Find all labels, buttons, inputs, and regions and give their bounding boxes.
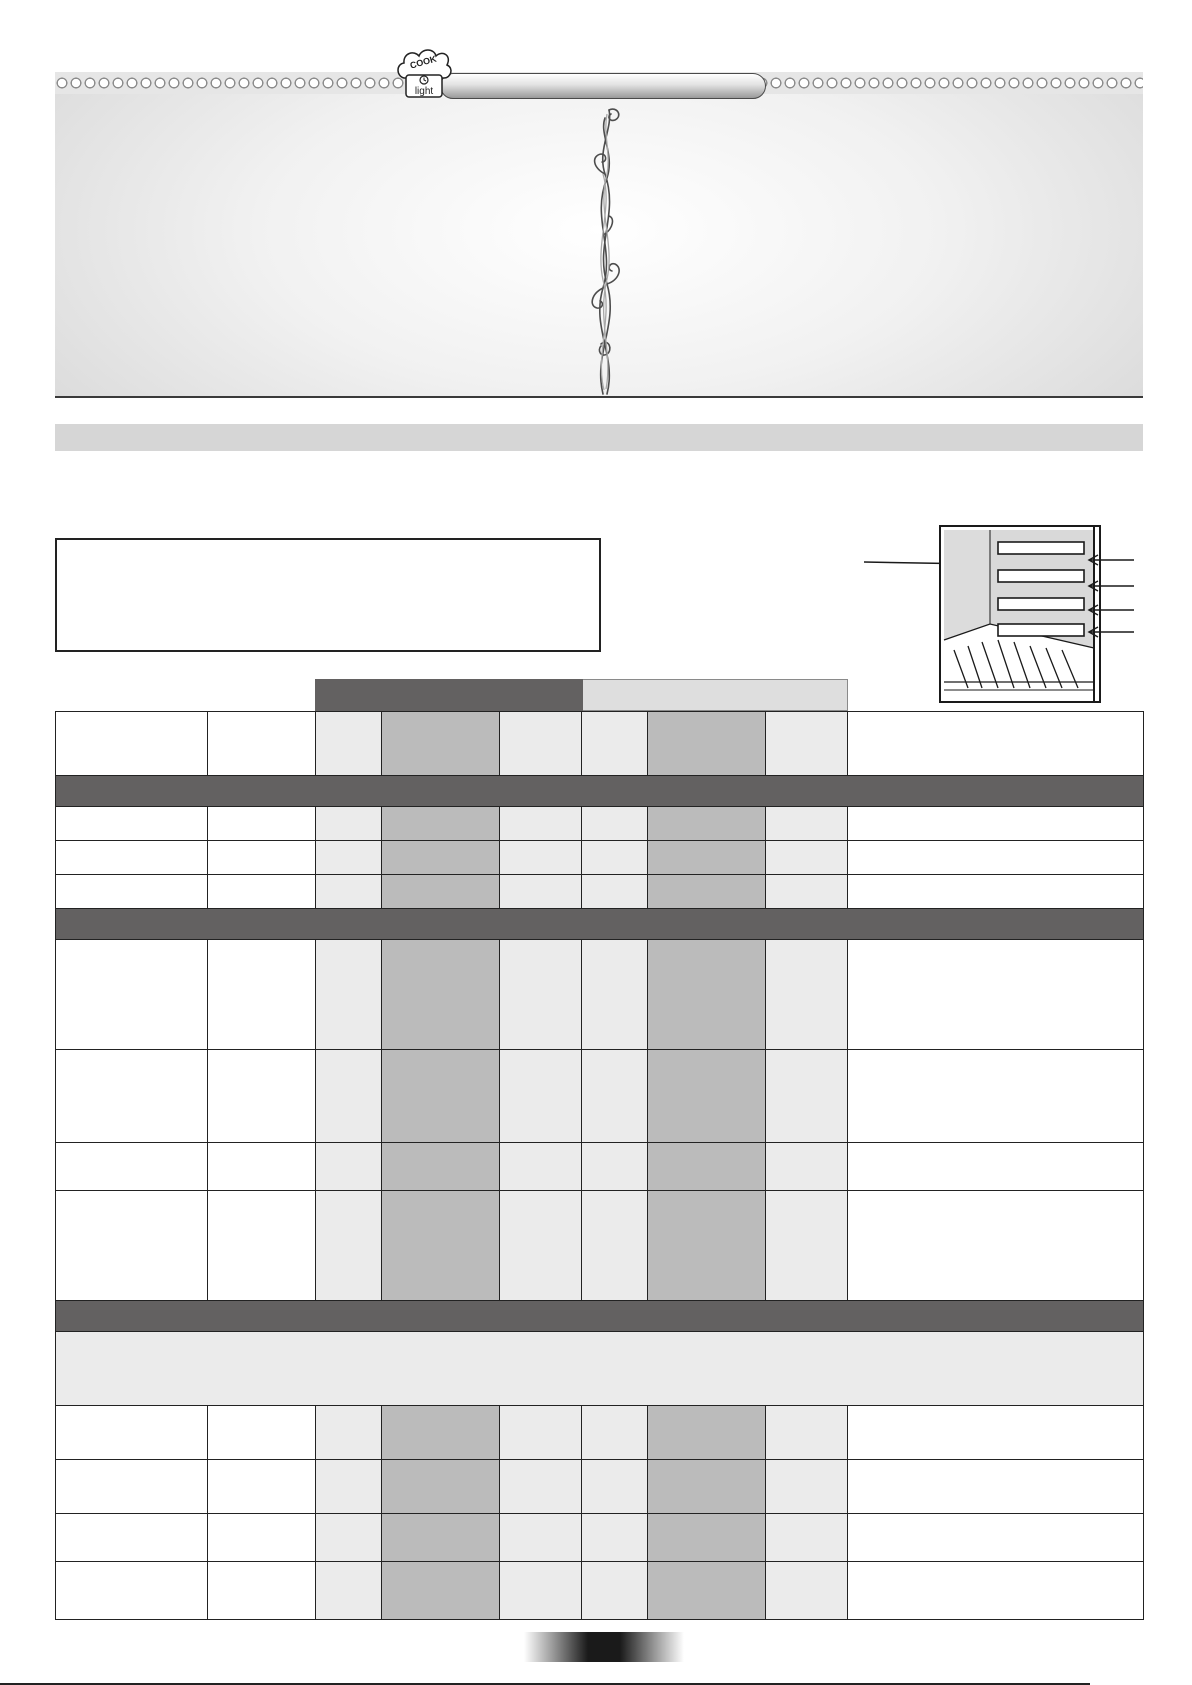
section-title	[56, 909, 1144, 940]
table-row	[56, 1514, 1144, 1562]
table-cell	[382, 1191, 500, 1301]
table-cell	[848, 841, 1144, 875]
table-cell	[208, 1514, 316, 1562]
table-cell	[382, 875, 500, 909]
table-cell	[208, 1562, 316, 1620]
table-cell	[500, 1191, 582, 1301]
table-cell	[316, 1460, 382, 1514]
table-cell	[382, 807, 500, 841]
column-header	[56, 712, 208, 776]
table-cell	[56, 940, 208, 1050]
table-cell	[56, 1143, 208, 1191]
table-cell	[648, 1460, 766, 1514]
table-cell	[848, 1406, 1144, 1460]
table-cell	[648, 1050, 766, 1143]
table-cell	[648, 1514, 766, 1562]
table-cell	[648, 807, 766, 841]
table-cell	[766, 1050, 848, 1143]
table-cell	[500, 1050, 582, 1143]
table-cell	[382, 841, 500, 875]
table-cell	[582, 1514, 648, 1562]
cook-light-chef-hat-icon	[394, 44, 454, 100]
table-cell	[766, 875, 848, 909]
table-cell	[766, 1191, 848, 1301]
table-cell	[500, 841, 582, 875]
table-cell	[208, 1460, 316, 1514]
table-cell	[766, 940, 848, 1050]
table-cell	[382, 1460, 500, 1514]
table-row	[56, 1460, 1144, 1514]
table-cell	[766, 1143, 848, 1191]
section-title	[56, 1301, 1144, 1332]
table-cell	[208, 1143, 316, 1191]
table-cell	[848, 1143, 1144, 1191]
table-row	[56, 1406, 1144, 1460]
oven-rack-levels-diagram	[858, 520, 1138, 706]
table-cell	[766, 1562, 848, 1620]
table-cell	[848, 1562, 1144, 1620]
table-cell	[848, 940, 1144, 1050]
table-cell	[766, 807, 848, 841]
table-cell	[648, 1562, 766, 1620]
table-cell	[766, 1460, 848, 1514]
table-row	[56, 940, 1144, 1050]
table-cell	[382, 1143, 500, 1191]
column-group-header-2	[583, 679, 848, 711]
table-cell	[848, 1514, 1144, 1562]
table-cell	[382, 1050, 500, 1143]
column-header	[848, 712, 1144, 776]
table-cell	[766, 1514, 848, 1562]
table-cell	[582, 1050, 648, 1143]
logo-text-light: light	[414, 86, 434, 97]
cooking-table	[55, 711, 1143, 1625]
table-cell	[648, 875, 766, 909]
table-row	[56, 1050, 1144, 1143]
table-cell	[382, 1562, 500, 1620]
table-cell	[316, 1143, 382, 1191]
table-cell	[500, 1514, 582, 1562]
table-cell	[648, 1143, 766, 1191]
table-cell	[582, 940, 648, 1050]
table-section-header	[56, 909, 1144, 940]
table-cell	[316, 1406, 382, 1460]
table-cell	[582, 875, 648, 909]
column-group-header-1	[315, 679, 583, 711]
table-cell	[56, 1406, 208, 1460]
table-cell	[208, 940, 316, 1050]
table-cell	[500, 1143, 582, 1191]
table-cell	[848, 1191, 1144, 1301]
table-cell	[208, 1050, 316, 1143]
table-cell	[766, 1406, 848, 1460]
table-cell	[56, 1514, 208, 1562]
table-cell	[316, 841, 382, 875]
table-cell	[382, 1406, 500, 1460]
table-cell	[56, 807, 208, 841]
table-cell	[208, 807, 316, 841]
section-note-row	[56, 1332, 1144, 1406]
note-box	[55, 538, 601, 652]
table-cell	[648, 841, 766, 875]
table-cell	[582, 1460, 648, 1514]
column-header	[382, 712, 500, 776]
table-cell	[582, 807, 648, 841]
logo-text-cook: COOK	[408, 53, 438, 71]
column-header	[500, 712, 582, 776]
table-cell	[316, 1191, 382, 1301]
table-row	[56, 841, 1144, 875]
page-number-tab	[524, 1632, 684, 1662]
table-row	[56, 1191, 1144, 1301]
table-section-header	[56, 776, 1144, 807]
table-cell	[56, 875, 208, 909]
table-cell	[316, 1514, 382, 1562]
table-row	[56, 807, 1144, 841]
page-title-pill	[440, 73, 766, 99]
section-note	[56, 1332, 1144, 1406]
table-cell	[500, 940, 582, 1050]
table-cell	[316, 940, 382, 1050]
table-cell	[382, 940, 500, 1050]
column-header	[582, 712, 648, 776]
table-cell	[500, 1406, 582, 1460]
table-cell	[500, 875, 582, 909]
table-cell	[56, 1050, 208, 1143]
table-cell	[648, 1406, 766, 1460]
table-cell	[208, 1191, 316, 1301]
table-cell	[208, 1406, 316, 1460]
table-cell	[648, 940, 766, 1050]
section-title	[56, 776, 1144, 807]
table-row	[56, 875, 1144, 909]
table-cell	[316, 1050, 382, 1143]
table-cell	[848, 807, 1144, 841]
column-header	[316, 712, 382, 776]
table-cell	[208, 841, 316, 875]
table-header-row	[56, 712, 1144, 776]
decorative-vine-ornament	[583, 104, 629, 396]
table-cell	[316, 1562, 382, 1620]
table-cell	[848, 1460, 1144, 1514]
table-cell	[582, 841, 648, 875]
table-cell	[500, 1562, 582, 1620]
section-header-bar	[55, 424, 1143, 451]
table-cell	[56, 1191, 208, 1301]
table-cell	[56, 1562, 208, 1620]
table-row	[56, 1562, 1144, 1620]
table-cell	[316, 807, 382, 841]
table-cell	[582, 1562, 648, 1620]
table-cell	[56, 841, 208, 875]
table-cell	[848, 1050, 1144, 1143]
table-cell	[848, 875, 1144, 909]
table-cell	[56, 1460, 208, 1514]
table-cell	[382, 1514, 500, 1562]
table-cell	[208, 875, 316, 909]
column-header	[766, 712, 848, 776]
table-cell	[582, 1143, 648, 1191]
table-row	[56, 1143, 1144, 1191]
table-cell	[500, 807, 582, 841]
table-cell	[316, 875, 382, 909]
table-cell	[766, 841, 848, 875]
column-header	[648, 712, 766, 776]
column-header	[208, 712, 316, 776]
table-cell	[648, 1191, 766, 1301]
table-cell	[500, 1460, 582, 1514]
table-cell	[582, 1191, 648, 1301]
table-cell	[582, 1406, 648, 1460]
table-section-header	[56, 1301, 1144, 1332]
